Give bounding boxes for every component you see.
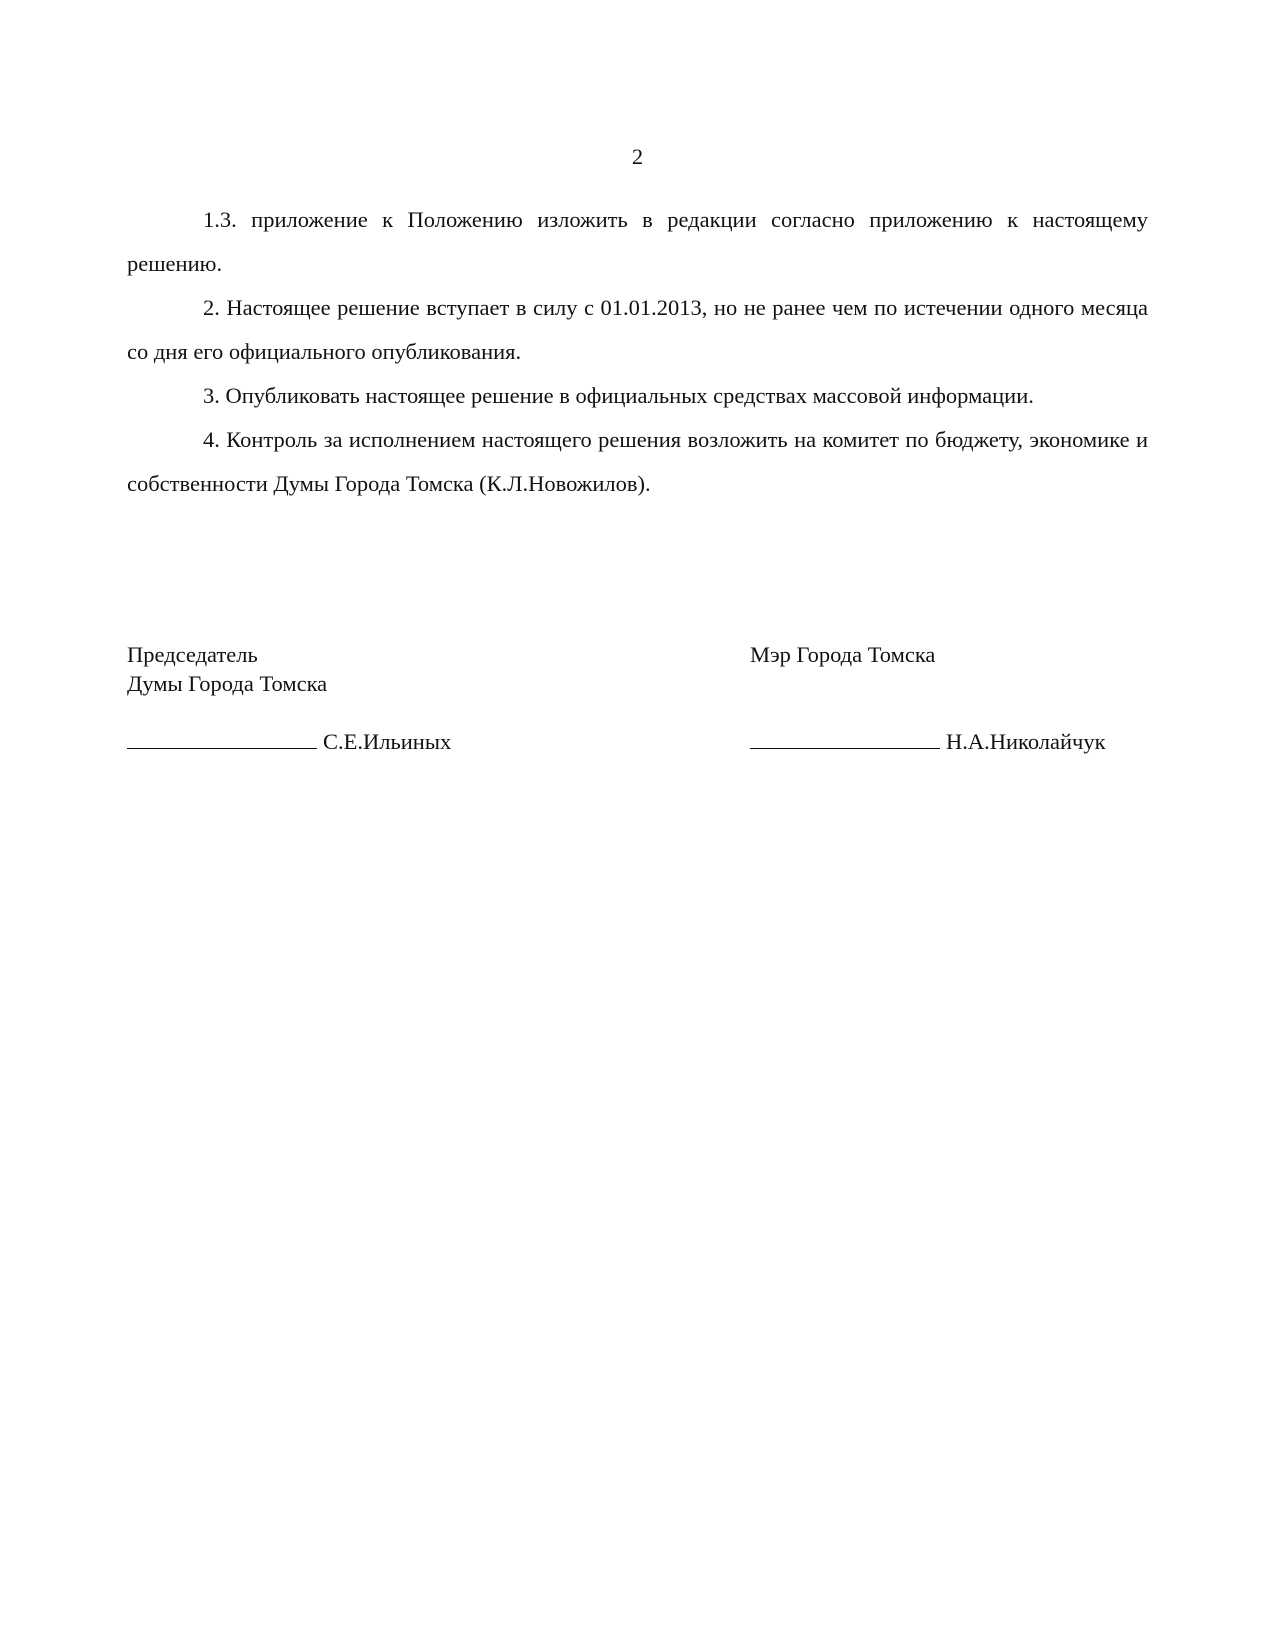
signature-line <box>127 728 317 749</box>
paragraph-1-3: 1.3. приложение к Положению изложить в редакции согласно приложению к настоящему решению. <box>127 207 1148 276</box>
signature-block-chairman <box>127 640 451 756</box>
paragraph-4: 4. Контроль за исполнением настоящего решения возложить на комитет по бюджету, экономике и собственности Думы Города Томска (К.Л.Новожилов). <box>127 427 1148 496</box>
signature-line <box>750 728 940 749</box>
paragraph-2: 2. Настоящее решение вступает в силу с 01.01.2013, но не ранее чем по истечении одного месяца со дня его официального опубликования. <box>127 295 1148 364</box>
page-number: 2 <box>631 144 644 169</box>
signature-block-mayor <box>750 640 1106 756</box>
document-body <box>127 198 1148 506</box>
mayor-title: Мэр Города Томска <box>750 642 936 667</box>
mayor-name: Н.А.Николайчук <box>946 729 1106 754</box>
chairman-title-line2: Думы Города Томска <box>127 671 328 696</box>
chairman-title-line1: Председатель <box>127 642 258 667</box>
chairman-name: С.Е.Ильиных <box>323 729 452 754</box>
paragraph-3: 3. Опубликовать настоящее решение в официальных средствах массовой информации. <box>203 383 1034 408</box>
